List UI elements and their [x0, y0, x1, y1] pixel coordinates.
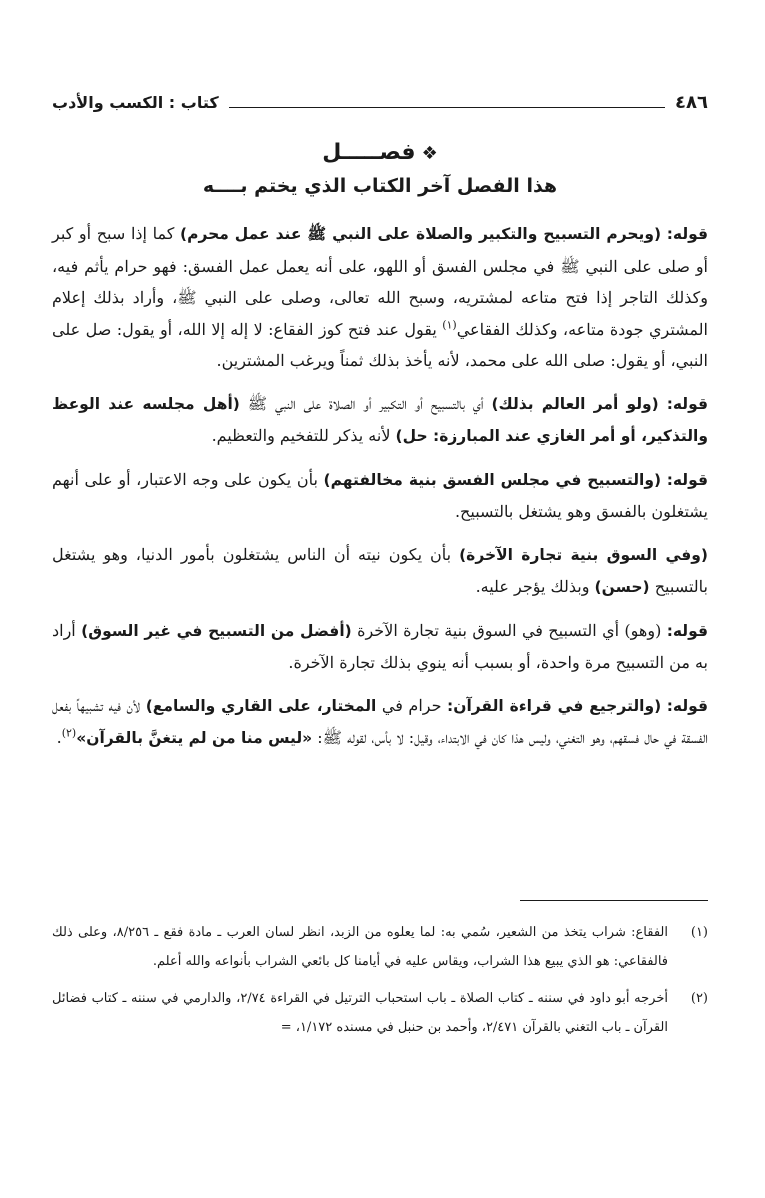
paragraph-1: [52, 218, 708, 377]
matn-quote: (ويحرم التسبيح والتكبير والصلاة على النبي ﷺ عند عمل محرم): [180, 225, 662, 243]
footnote-number: (١): [690, 925, 708, 940]
commentary-text: أي بالتسبيح أو التكبير أو الصلاة على النبي ﷺ: [247, 393, 484, 413]
paragraph-2: [52, 388, 708, 453]
running-header: [52, 88, 708, 114]
paragraph-4: [52, 539, 708, 604]
section-heading: [52, 136, 708, 201]
main-text: [52, 218, 708, 766]
paragraph-lead: قوله:: [666, 621, 708, 640]
header-rule: [229, 107, 665, 108]
commentary-text: بأن يكون نيته أن الناس يشتغلون بأمور الدنيا، وهو يشتغل بالتسبيح: [52, 544, 708, 596]
matn-quote: (والتسبيح في مجلس الفسق بنية مخالفتهم): [323, 470, 662, 489]
footnote-text: الفقاع: شراب يتخذ من الشعير، سُمي به: لما يعلوه من الزبد، انظر لسان العرب ـ مادة فقع ـ ٨/٢٥٦، وعلى ذلك فالفقاعي: هو الذي يبيع هذا الشراب، ويقاس عليه في أيامنا كل بائعي الشراب بأنواعه والله أعلم.: [52, 925, 668, 969]
paragraph-lead: قوله:: [666, 470, 708, 489]
section-title: [52, 136, 708, 171]
footnote-text: أخرجه أبو داود في سننه ـ كتاب الصلاة ـ باب استحباب الترتيل في القراءة ٢/٧٤، والدارمي في سننه ـ كتاب فضائل القرآن ـ باب التغني بالقرآن ٢/٤٧١، وأحمد بن حنبل في مسنده ١/١٧٢، =: [52, 991, 668, 1035]
matn-quote: (أفضل من التسبيح في غير السوق): [81, 621, 352, 640]
commentary-text: يقول عند فتح كوز الفقاع: لا إله إلا الله، أو يقول: صل على النبي، أو يقول: صلى الله على محمد، لأنه يأخذ بذلك ثمناً ويرغب المشترين.: [52, 319, 708, 370]
matn-quote: (ولو أمر العالم بذلك): [491, 394, 659, 413]
footnote-2: [52, 984, 708, 1042]
commentary-text: بأن يكون على وجه الاعتبار، أو على أنهم يشتغلون بالفسق وهو يشتغل بالتسبيح.: [52, 469, 708, 521]
commentary-text: كما إذا سبح أو كبر أو صلى على النبي ﷺ في مجلس الفسق أو اللهو، على أنه يعمل عمل الفسق: فهو حرام يأثم فيه، وكذلك التاجر إذا فتح متاعه لمشتريه، وسبح الله تعالى، وصلى على النبي ﷺ، وأراد بذلك إعلام المشتري جودة متاعه، وكذلك الفقاعي: [52, 224, 708, 339]
section-subtitle: هذا الفصل آخر الكتاب الذي يختم بــــه: [202, 175, 558, 197]
matn-quote: (والترجيع في قراءة القرآن:: [447, 696, 662, 715]
matn-quote: (حسن): [594, 578, 650, 596]
sentence-end: .: [56, 728, 62, 747]
commentary-text: أراد به من التسبيح مرة واحدة، أو بسبب أنه ينوي بذلك تجارة الآخرة.: [52, 620, 708, 672]
footnotes: [52, 918, 708, 1050]
footnote-1: [52, 918, 708, 976]
footnote-separator: [520, 900, 708, 901]
paragraph-3: [52, 464, 708, 528]
footnote-ref: (٢): [61, 726, 77, 740]
paragraph-lead: قوله:: [666, 696, 709, 715]
paragraph-lead: قوله:: [666, 394, 708, 413]
commentary-text: لأنه يذكر للتفخيم والتعظيم.: [211, 426, 391, 445]
footnote-ref: (١): [442, 318, 457, 332]
paragraph-lead: قوله:: [666, 225, 709, 243]
book-title: كتاب : الكسب والأدب: [52, 93, 219, 112]
book-page: [52, 0, 708, 1198]
matn-quote: المختار، على القاري والسامع): [145, 696, 377, 715]
commentary-text: لأن فيه تشبيهاً بفعل الفسقة في حال فسقهم، وهو التغني، وليس هذا كان في الابتداء، وقيل: لا بأس، لقوله ﷺ:: [52, 695, 708, 747]
page-number: ٤٨٦: [675, 92, 708, 113]
footnote-number: (٢): [690, 991, 708, 1006]
commentary-text: وبذلك يؤجر عليه.: [475, 577, 590, 596]
matn-quote: (أهل مجلسه عند الوعظ والتذكير، أو أمر الغازي عند المبارزة: حل): [52, 394, 708, 445]
section-title-text: فصـــــل: [322, 140, 416, 165]
ornament-icon: ❖: [421, 143, 438, 164]
hadith-quote: «ليس منا من لم يتغنَّ بالقرآن»: [76, 729, 313, 747]
paragraph-5: [52, 615, 708, 679]
paragraph-6: [52, 690, 708, 755]
commentary-text: حرام في: [381, 695, 442, 715]
matn-quote: (وفي السوق بنية تجارة الآخرة): [459, 545, 708, 564]
commentary-text: (وهو) أي التسبيح في السوق بنية تجارة الآخرة: [357, 620, 662, 640]
